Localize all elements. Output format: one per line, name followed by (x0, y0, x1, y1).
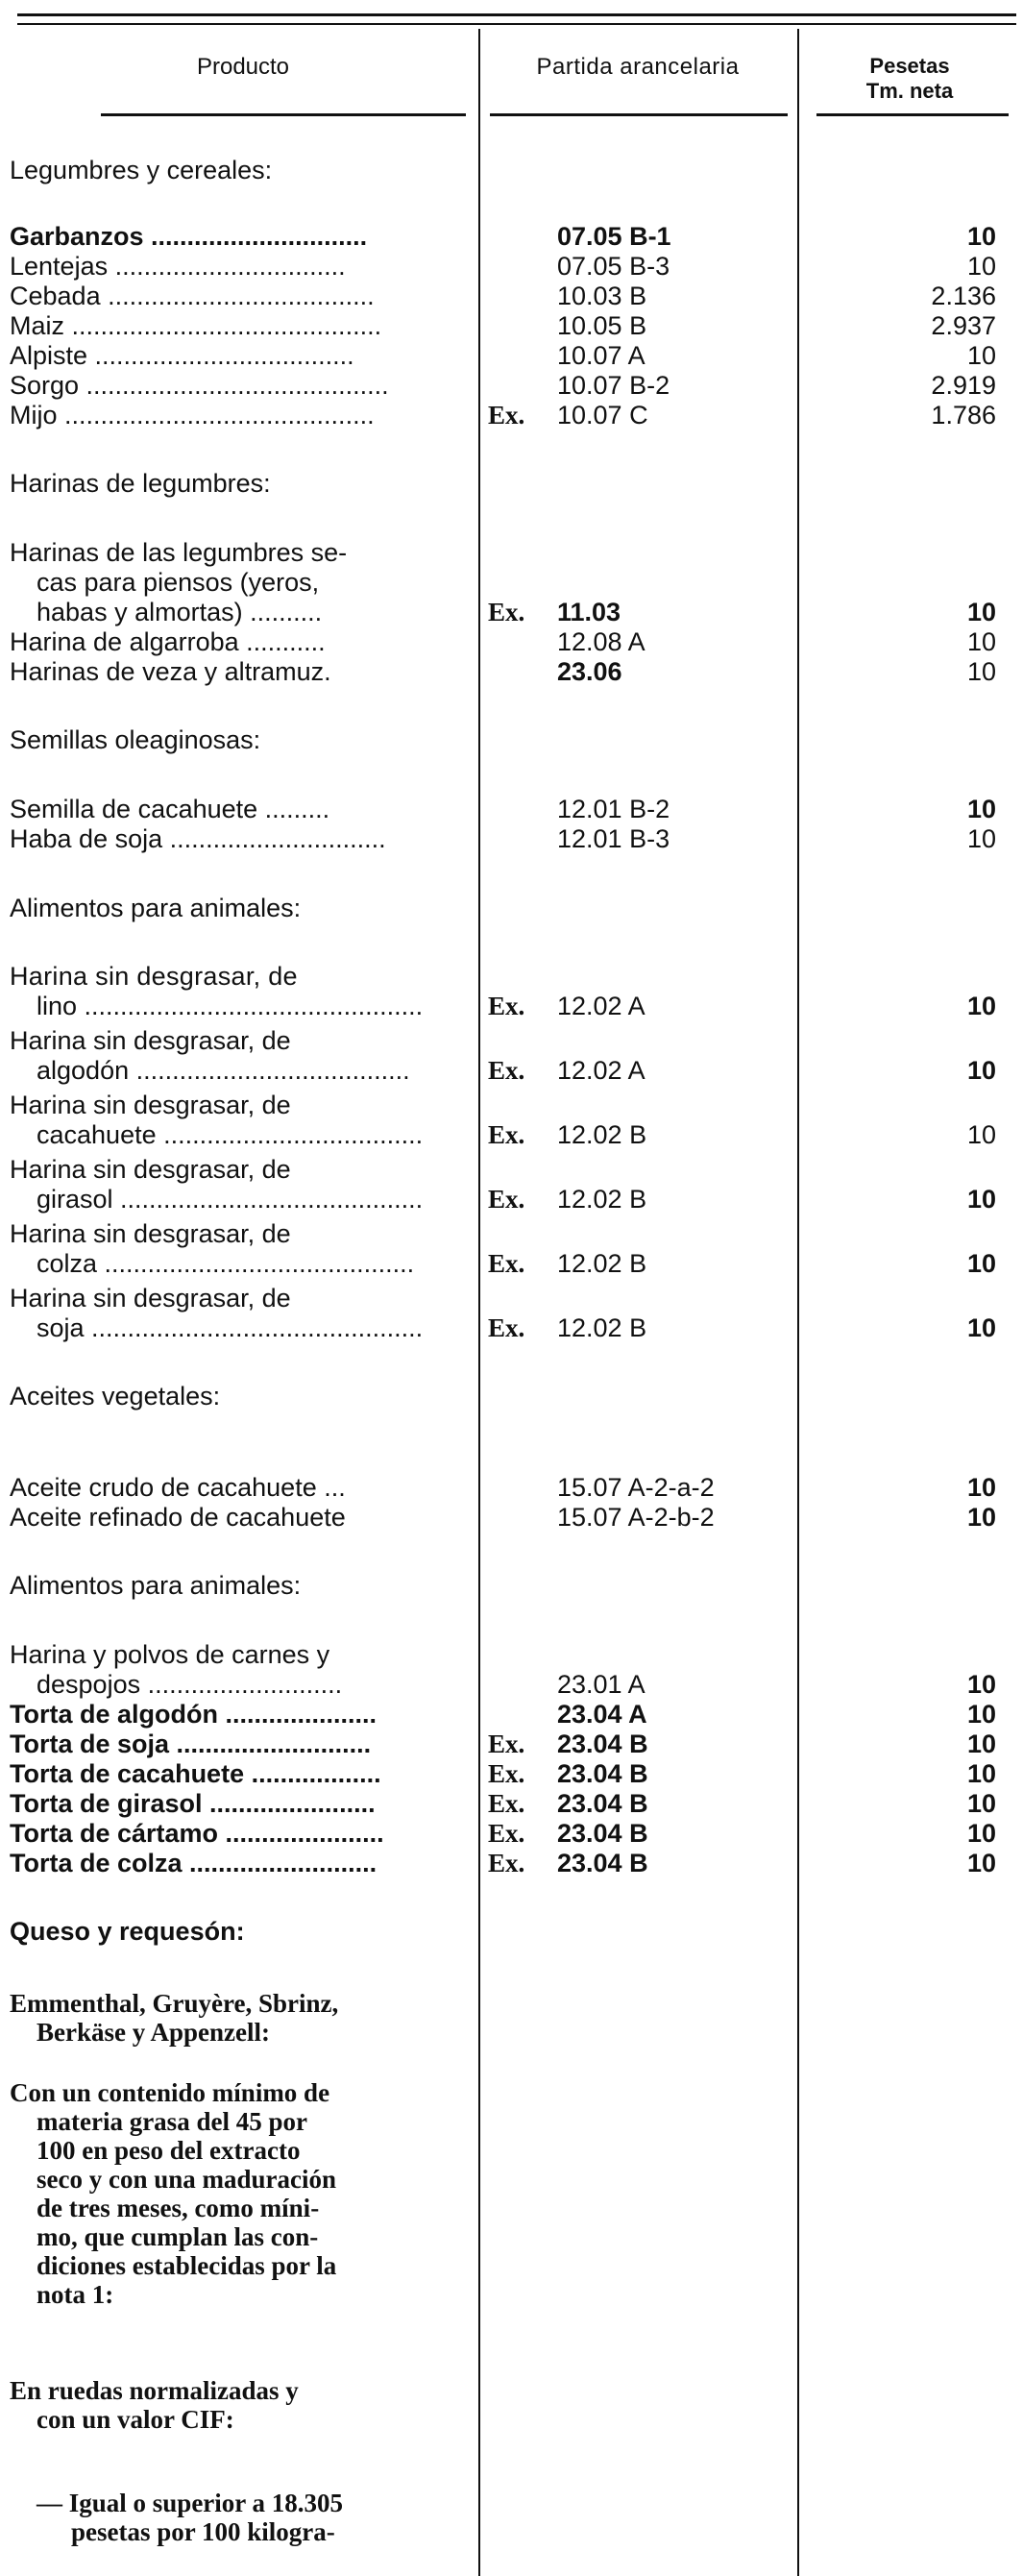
text-line: pesetas por 100 kilogra- (71, 2517, 335, 2546)
row-producto: Harina sin desgrasar, de (10, 1219, 291, 1248)
row-partida: 23.04 B (557, 1819, 648, 1848)
row-producto: Sorgo .......................................... (10, 371, 389, 400)
row-producto: Harina sin desgrasar, de (10, 1284, 291, 1313)
row-partida: 12.02 B (557, 1185, 647, 1214)
text-line: — Igual o superior a 18.305 (37, 2489, 344, 2517)
row-partida: 23.04 B (557, 1759, 648, 1788)
top-rule (17, 13, 1016, 16)
row-partida: 12.02 A (557, 992, 645, 1020)
row-producto: Lentejas ................................ (10, 252, 346, 281)
queso-ruedas (10, 2376, 461, 2434)
row-partida: 10.07 C (557, 401, 648, 429)
row-partida: 23.06 (557, 657, 622, 686)
row-pesetas: 10 (966, 598, 996, 626)
row-ex: Ex. (488, 1185, 525, 1214)
row-producto: Aceite crudo de cacahuete ... (10, 1473, 346, 1502)
row-pesetas: 2.136 (931, 282, 996, 310)
row-partida: 07.05 B-3 (557, 252, 670, 281)
row-partida: 12.01 B-3 (557, 824, 670, 853)
row-producto: cacahuete .................................... (37, 1120, 424, 1149)
row-producto: Harinas de veza y altramuz. (10, 657, 331, 686)
row-producto: Harina de algarroba ........... (10, 627, 326, 656)
text-line: Con un contenido mínimo de (10, 2078, 330, 2107)
header-rule (101, 113, 466, 116)
row-producto: Torta de cacahuete .................. (10, 1759, 381, 1788)
header-pesetas (803, 54, 1016, 104)
row-producto: Maiz ........................................... (10, 311, 382, 340)
row-partida: 15.07 A-2-b-2 (557, 1503, 715, 1532)
text-line: Berkäse y Appenzell: (37, 2018, 270, 2047)
row-producto: despojos ........................... (37, 1670, 343, 1699)
queso-contenido (10, 2078, 461, 2309)
row-pesetas: 10 (966, 1730, 996, 1758)
text-line: 100 en peso del extracto (37, 2136, 301, 2165)
row-producto: Harina sin desgrasar, de (10, 1091, 291, 1119)
header-producto: Producto (196, 54, 290, 80)
row-producto: Garbanzos .............................. (10, 222, 368, 251)
row-ex: Ex. (488, 1313, 525, 1342)
header-rule (816, 113, 1009, 116)
row-ex: Ex. (488, 1789, 525, 1818)
row-partida: 12.01 B-2 (557, 795, 670, 823)
row-producto: colza ........................................... (37, 1249, 415, 1278)
row-partida: 12.02 A (557, 1056, 645, 1085)
text-line: mo, que cumplan las con- (37, 2222, 319, 2251)
row-partida: 10.05 B (557, 311, 647, 340)
row-ex: Ex. (488, 992, 525, 1020)
row-pesetas: 10 (966, 252, 996, 281)
row-partida: 23.04 B (557, 1789, 648, 1818)
row-producto: cas para piensos (yeros, (37, 568, 320, 597)
row-pesetas: 10 (966, 1249, 996, 1278)
row-pesetas: 10 (966, 1700, 996, 1729)
row-pesetas: 10 (966, 657, 996, 686)
column-divider-2 (797, 29, 799, 2576)
text-line: En ruedas normalizadas y (10, 2376, 299, 2405)
row-producto: Cebada ..................................... (10, 282, 375, 310)
row-partida: 12.02 B (557, 1249, 647, 1278)
row-partida: 12.02 B (557, 1313, 647, 1342)
row-ex: Ex. (488, 1056, 525, 1085)
row-producto: Harina sin desgrasar, de (10, 962, 298, 991)
row-pesetas: 1.786 (931, 401, 996, 429)
row-pesetas: 10 (966, 1759, 996, 1788)
text-line: Emmenthal, Gruyère, Sbrinz, (10, 1989, 339, 2018)
text-line: de tres meses, como míni- (37, 2194, 320, 2222)
text-line: nota 1: (37, 2280, 114, 2309)
row-partida: 10.07 A (557, 341, 645, 370)
row-ex: Ex. (488, 1849, 525, 1877)
queso-variedades (10, 1989, 461, 2047)
row-partida: 23.04 B (557, 1849, 648, 1877)
row-pesetas: 10 (966, 1849, 996, 1877)
row-pesetas: 10 (966, 1473, 996, 1502)
row-producto: Alpiste .................................... (10, 341, 354, 370)
header-partida: Partida arancelaria (536, 54, 740, 80)
row-pesetas: 10 (966, 1313, 996, 1342)
text-line: con un valor CIF: (37, 2405, 234, 2434)
row-producto: Torta de girasol ....................... (10, 1789, 376, 1818)
row-pesetas: 10 (966, 795, 996, 823)
row-pesetas: 10 (966, 1185, 996, 1214)
row-ex: Ex. (488, 1759, 525, 1788)
row-ex: Ex. (488, 1730, 525, 1758)
row-partida: 12.02 B (557, 1120, 647, 1149)
row-pesetas: 2.919 (931, 371, 996, 400)
row-pesetas: 10 (966, 824, 996, 853)
text-line: materia grasa del 45 por (37, 2107, 307, 2136)
row-ex: Ex. (488, 1120, 525, 1149)
row-pesetas: 10 (966, 1056, 996, 1085)
row-producto: Haba de soja .............................. (10, 824, 386, 853)
row-pesetas: 10 (966, 1120, 996, 1149)
text-line: diciones establecidas por la (37, 2251, 337, 2280)
row-producto: Harina sin desgrasar, de (10, 1155, 291, 1184)
row-producto: Torta de algodón ..................... (10, 1700, 378, 1729)
row-pesetas: 10 (966, 222, 996, 251)
row-producto: Torta de colza .......................... (10, 1849, 378, 1877)
row-pesetas: 10 (966, 341, 996, 370)
row-pesetas: 10 (966, 1503, 996, 1532)
row-ex: Ex. (488, 401, 525, 429)
row-producto: Harina sin desgrasar, de (10, 1026, 291, 1055)
row-producto: habas y almortas) .......... (37, 598, 323, 626)
row-producto: Torta de soja ........................... (10, 1730, 372, 1758)
column-divider-1 (478, 29, 480, 2576)
row-pesetas: 10 (966, 1670, 996, 1699)
row-producto: Semilla de cacahuete ......... (10, 795, 330, 823)
row-partida: 10.07 B-2 (557, 371, 670, 400)
row-producto: lino ............................................... (37, 992, 424, 1020)
text-line: seco y con una maduración (37, 2165, 337, 2194)
row-producto: algodón ...................................... (37, 1056, 410, 1085)
row-pesetas: 10 (966, 1819, 996, 1848)
row-producto: girasol .......................................... (37, 1185, 424, 1214)
header-pesetas-line2: Tm. neta (865, 79, 954, 103)
row-ex: Ex. (488, 1249, 525, 1278)
row-partida: 10.03 B (557, 282, 647, 310)
row-partida: 23.01 A (557, 1670, 645, 1699)
row-producto: soja .............................................. (37, 1313, 424, 1342)
header-rule (490, 113, 788, 116)
row-producto: Harina y polvos de carnes y (10, 1640, 330, 1669)
queso-igual (10, 2489, 461, 2546)
row-partida: 11.03 (557, 598, 621, 626)
row-producto: Mijo ........................................... (10, 401, 375, 429)
row-producto: Harinas de las legumbres se- (10, 538, 348, 567)
row-pesetas: 10 (966, 992, 996, 1020)
row-producto: Torta de cártamo ...................... (10, 1819, 384, 1848)
header-pesetas-line1: Pesetas (869, 54, 950, 78)
row-partida: 07.05 B-1 (557, 222, 671, 251)
row-partida: 15.07 A-2-a-2 (557, 1473, 715, 1502)
row-ex: Ex. (488, 598, 525, 626)
top-rule-2 (17, 23, 1016, 25)
row-ex: Ex. (488, 1819, 525, 1848)
row-pesetas: 10 (966, 1789, 996, 1818)
row-partida: 12.08 A (557, 627, 645, 656)
row-partida: 23.04 A (557, 1700, 647, 1729)
row-pesetas: 10 (966, 627, 996, 656)
row-pesetas: 2.937 (931, 311, 996, 340)
row-producto: Aceite refinado de cacahuete (10, 1503, 346, 1532)
row-partida: 23.04 B (557, 1730, 648, 1758)
